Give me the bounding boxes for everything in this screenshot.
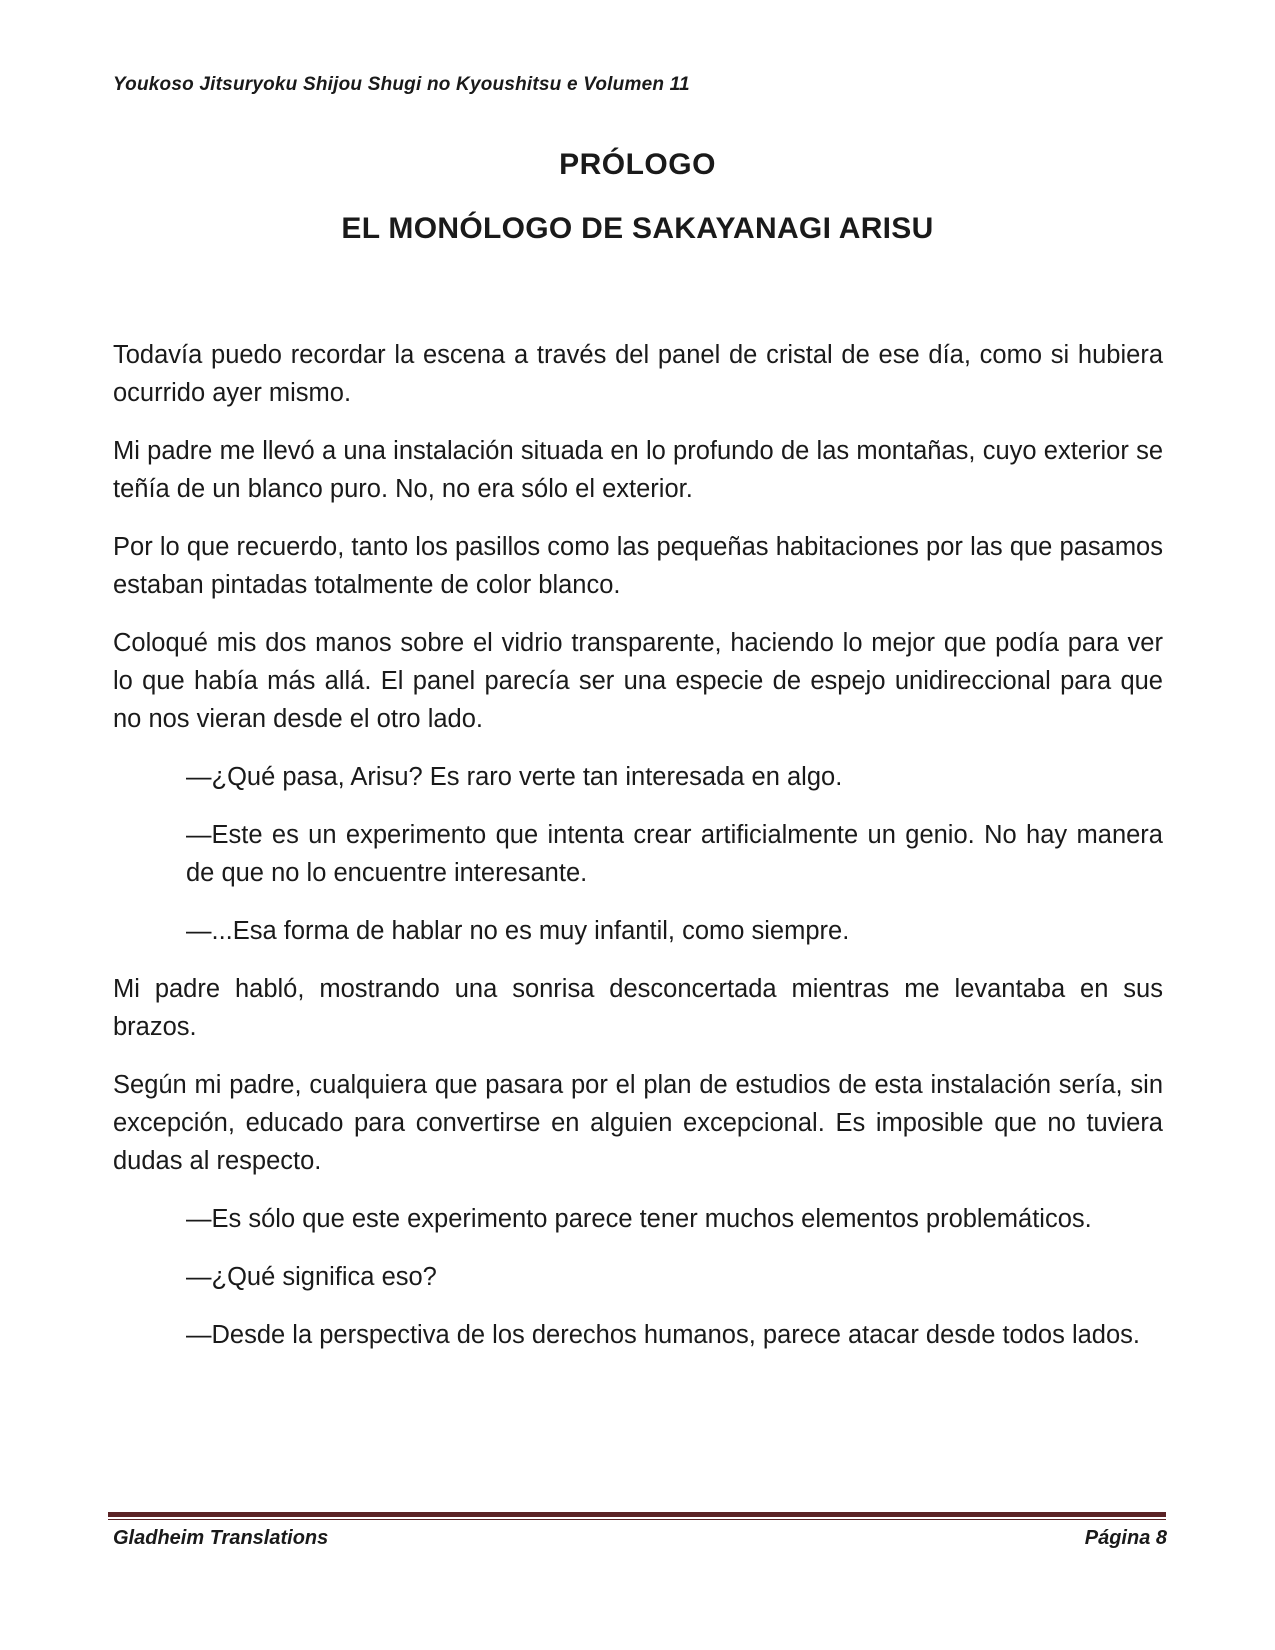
dialogue-line: —¿Qué significa eso? bbox=[186, 1263, 437, 1291]
dialogue-line: —...Esa forma de hablar no es muy infantil, como siempre. bbox=[186, 917, 850, 945]
footer-divider-thick bbox=[108, 1512, 1166, 1517]
footer-divider-thin bbox=[108, 1519, 1166, 1520]
dialogue-line: —Este es un experimento que intenta crear artificialmente un genio. No hay manera de que no lo encuentre interesante. bbox=[186, 821, 1163, 887]
running-header: Youkoso Jitsuryoku Shijou Shugi no Kyoushitsu e Volumen 11 bbox=[113, 74, 690, 95]
dialogue-line: —Desde la perspectiva de los derechos humanos, parece atacar desde todos lados. bbox=[186, 1321, 1140, 1349]
chapter-label: PRÓLOGO bbox=[559, 148, 716, 181]
chapter-title: EL MONÓLOGO DE SAKAYANAGI ARISU bbox=[341, 212, 934, 245]
body-text bbox=[113, 336, 1163, 1374]
paragraph: Mi padre habló, mostrando una sonrisa desconcertada mientras me levantaba en sus brazos. bbox=[113, 975, 1163, 1041]
paragraph: Coloqué mis dos manos sobre el vidrio transparente, haciendo lo mejor que podía para ver lo que había más allá. El panel parecía ser una especie de espejo unidireccional para que no nos vieran desde el otro lado. bbox=[113, 629, 1163, 733]
paragraph: Según mi padre, cualquiera que pasara por el plan de estudios de esta instalación sería, sin excepción, educado para convertirse en alguien excepcional. Es imposible que no tuviera dudas al respecto. bbox=[113, 1071, 1163, 1175]
paragraph: Por lo que recuerdo, tanto los pasillos como las pequeñas habitaciones por las que pasamos estaban pintadas totalmente de color blanco. bbox=[113, 533, 1163, 599]
page-number: Página 8 bbox=[1084, 1527, 1167, 1549]
paragraph: Mi padre me llevó a una instalación situada en lo profundo de las montañas, cuyo exterior se teñía de un blanco puro. No, no era sólo el exterior. bbox=[113, 437, 1163, 503]
paragraph: Todavía puedo recordar la escena a través del panel de cristal de ese día, como si hubiera ocurrido ayer mismo. bbox=[113, 341, 1163, 407]
dialogue-line: —¿Qué pasa, Arisu? Es raro verte tan interesada en algo. bbox=[186, 763, 843, 791]
dialogue-line: —Es sólo que este experimento parece tener muchos elementos problemáticos. bbox=[186, 1205, 1092, 1233]
footer-publisher: Gladheim Translations bbox=[113, 1527, 329, 1549]
